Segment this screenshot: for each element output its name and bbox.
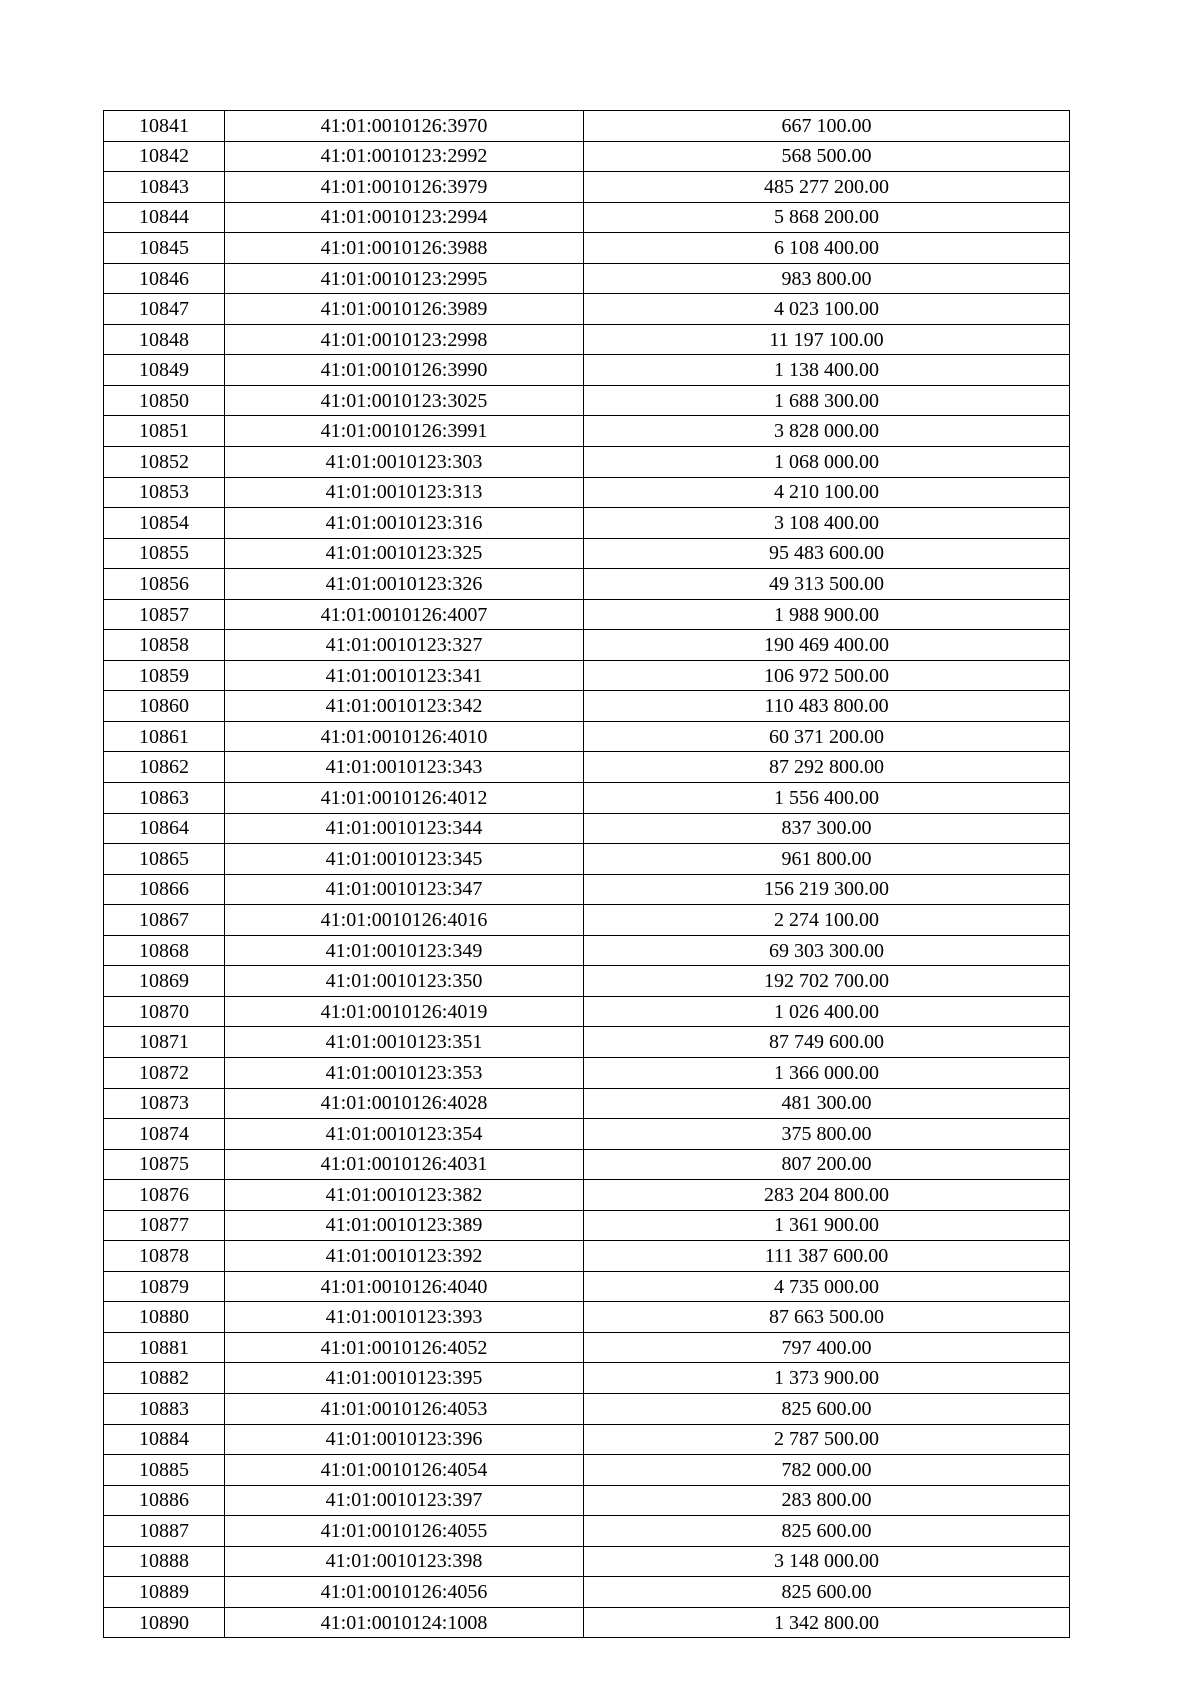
table-row <box>104 172 1070 203</box>
cadastral-number-cell: 41:01:0010123:313 <box>225 477 584 508</box>
cadastral-value-cell: 667 100.00 <box>584 111 1070 142</box>
table-row <box>104 1363 1070 1394</box>
cadastral-value-cell: 481 300.00 <box>584 1088 1070 1119</box>
table-row <box>104 1302 1070 1333</box>
cadastral-number-cell: 41:01:0010123:347 <box>225 874 584 905</box>
cadastral-number-cell: 41:01:0010126:3991 <box>225 416 584 447</box>
cadastral-number-cell: 41:01:0010123:349 <box>225 935 584 966</box>
cadastral-number-cell: 41:01:0010123:398 <box>225 1546 584 1577</box>
cadastral-number-cell: 41:01:0010123:345 <box>225 844 584 875</box>
cadastral-value-cell: 1 342 800.00 <box>584 1607 1070 1638</box>
row-number-cell: 10844 <box>104 202 225 233</box>
table-row <box>104 385 1070 416</box>
row-number-cell: 10857 <box>104 599 225 630</box>
table-row <box>104 1180 1070 1211</box>
cadastral-number-cell: 41:01:0010126:3979 <box>225 172 584 203</box>
row-number-cell: 10863 <box>104 783 225 814</box>
cadastral-value-cell: 485 277 200.00 <box>584 172 1070 203</box>
row-number-cell: 10856 <box>104 569 225 600</box>
row-number-cell: 10880 <box>104 1302 225 1333</box>
row-number-cell: 10885 <box>104 1455 225 1486</box>
row-number-cell: 10890 <box>104 1607 225 1638</box>
cadastral-value-cell: 4 023 100.00 <box>584 294 1070 325</box>
cadastral-number-cell: 41:01:0010123:353 <box>225 1057 584 1088</box>
cadastral-value-cell: 5 868 200.00 <box>584 202 1070 233</box>
row-number-cell: 10881 <box>104 1332 225 1363</box>
cadastral-value-cell: 1 556 400.00 <box>584 783 1070 814</box>
cadastral-number-cell: 41:01:0010126:3970 <box>225 111 584 142</box>
row-number-cell: 10854 <box>104 508 225 539</box>
cadastral-value-cell: 1 138 400.00 <box>584 355 1070 386</box>
row-number-cell: 10855 <box>104 538 225 569</box>
row-number-cell: 10850 <box>104 385 225 416</box>
cadastral-value-cell: 87 292 800.00 <box>584 752 1070 783</box>
row-number-cell: 10846 <box>104 263 225 294</box>
table-row <box>104 355 1070 386</box>
cadastral-number-cell: 41:01:0010123:397 <box>225 1485 584 1516</box>
row-number-cell: 10853 <box>104 477 225 508</box>
cadastral-number-cell: 41:01:0010123:393 <box>225 1302 584 1333</box>
table-row <box>104 966 1070 997</box>
cadastral-value-cell: 1 373 900.00 <box>584 1363 1070 1394</box>
cadastral-value-cell: 807 200.00 <box>584 1149 1070 1180</box>
row-number-cell: 10845 <box>104 233 225 264</box>
table-row <box>104 141 1070 172</box>
table-row <box>104 1424 1070 1455</box>
row-number-cell: 10851 <box>104 416 225 447</box>
cadastral-value-cell: 1 366 000.00 <box>584 1057 1070 1088</box>
cadastral-value-cell: 1 026 400.00 <box>584 996 1070 1027</box>
row-number-cell: 10868 <box>104 935 225 966</box>
table-row <box>104 538 1070 569</box>
row-number-cell: 10874 <box>104 1119 225 1150</box>
cadastral-value-cell: 3 108 400.00 <box>584 508 1070 539</box>
row-number-cell: 10878 <box>104 1241 225 1272</box>
cadastral-value-cell: 825 600.00 <box>584 1393 1070 1424</box>
cadastral-number-cell: 41:01:0010123:327 <box>225 630 584 661</box>
cadastral-value-cell: 110 483 800.00 <box>584 691 1070 722</box>
cadastral-value-cell: 192 702 700.00 <box>584 966 1070 997</box>
table-row <box>104 599 1070 630</box>
cadastral-value-cell: 111 387 600.00 <box>584 1241 1070 1272</box>
cadastral-value-cell: 3 828 000.00 <box>584 416 1070 447</box>
cadastral-number-cell: 41:01:0010126:4007 <box>225 599 584 630</box>
row-number-cell: 10873 <box>104 1088 225 1119</box>
row-number-cell: 10876 <box>104 1180 225 1211</box>
table-row <box>104 1332 1070 1363</box>
cadastral-value-cell: 1 361 900.00 <box>584 1210 1070 1241</box>
table-row <box>104 202 1070 233</box>
cadastral-number-cell: 41:01:0010123:344 <box>225 813 584 844</box>
table-row <box>104 1241 1070 1272</box>
table-row <box>104 447 1070 478</box>
cadastral-number-cell: 41:01:0010126:4031 <box>225 1149 584 1180</box>
cadastral-value-cell: 283 800.00 <box>584 1485 1070 1516</box>
row-number-cell: 10848 <box>104 324 225 355</box>
row-number-cell: 10887 <box>104 1516 225 1547</box>
table-row <box>104 111 1070 142</box>
cadastral-number-cell: 41:01:0010126:4053 <box>225 1393 584 1424</box>
cadastral-value-cell: 1 068 000.00 <box>584 447 1070 478</box>
cadastral-value-cell: 983 800.00 <box>584 263 1070 294</box>
cadastral-value-cell: 4 735 000.00 <box>584 1271 1070 1302</box>
table-row <box>104 569 1070 600</box>
cadastral-number-cell: 41:01:0010123:3025 <box>225 385 584 416</box>
row-number-cell: 10864 <box>104 813 225 844</box>
row-number-cell: 10867 <box>104 905 225 936</box>
table-row <box>104 263 1070 294</box>
table-row <box>104 783 1070 814</box>
row-number-cell: 10861 <box>104 721 225 752</box>
cadastral-number-cell: 41:01:0010126:4012 <box>225 783 584 814</box>
cadastral-value-cell: 837 300.00 <box>584 813 1070 844</box>
cadastral-value-cell: 2 274 100.00 <box>584 905 1070 936</box>
row-number-cell: 10862 <box>104 752 225 783</box>
cadastral-number-cell: 41:01:0010123:325 <box>225 538 584 569</box>
cadastral-value-cell: 2 787 500.00 <box>584 1424 1070 1455</box>
cadastral-value-cell: 375 800.00 <box>584 1119 1070 1150</box>
table-row <box>104 630 1070 661</box>
table-row <box>104 233 1070 264</box>
cadastral-number-cell: 41:01:0010123:2998 <box>225 324 584 355</box>
table-row <box>104 721 1070 752</box>
table-row <box>104 1057 1070 1088</box>
table-row <box>104 660 1070 691</box>
table-row <box>104 1516 1070 1547</box>
cadastral-value-table <box>103 110 1070 1638</box>
cadastral-number-cell: 41:01:0010126:4028 <box>225 1088 584 1119</box>
table-row <box>104 324 1070 355</box>
row-number-cell: 10841 <box>104 111 225 142</box>
cadastral-number-cell: 41:01:0010126:4016 <box>225 905 584 936</box>
cadastral-value-cell: 6 108 400.00 <box>584 233 1070 264</box>
row-number-cell: 10843 <box>104 172 225 203</box>
table-row <box>104 691 1070 722</box>
cadastral-value-cell: 69 303 300.00 <box>584 935 1070 966</box>
cadastral-value-cell: 87 749 600.00 <box>584 1027 1070 1058</box>
table-body <box>104 111 1070 1638</box>
table-row <box>104 1455 1070 1486</box>
table-row <box>104 1271 1070 1302</box>
row-number-cell: 10889 <box>104 1577 225 1608</box>
row-number-cell: 10847 <box>104 294 225 325</box>
cadastral-value-cell: 1 988 900.00 <box>584 599 1070 630</box>
cadastral-value-cell: 87 663 500.00 <box>584 1302 1070 1333</box>
cadastral-number-cell: 41:01:0010123:2994 <box>225 202 584 233</box>
cadastral-number-cell: 41:01:0010123:316 <box>225 508 584 539</box>
row-number-cell: 10871 <box>104 1027 225 1058</box>
cadastral-value-cell: 156 219 300.00 <box>584 874 1070 905</box>
cadastral-number-cell: 41:01:0010123:303 <box>225 447 584 478</box>
row-number-cell: 10860 <box>104 691 225 722</box>
cadastral-number-cell: 41:01:0010126:4056 <box>225 1577 584 1608</box>
cadastral-value-cell: 825 600.00 <box>584 1577 1070 1608</box>
table-row <box>104 1088 1070 1119</box>
row-number-cell: 10869 <box>104 966 225 997</box>
cadastral-value-cell: 190 469 400.00 <box>584 630 1070 661</box>
cadastral-number-cell: 41:01:0010123:382 <box>225 1180 584 1211</box>
cadastral-number-cell: 41:01:0010123:326 <box>225 569 584 600</box>
table-row <box>104 1119 1070 1150</box>
row-number-cell: 10883 <box>104 1393 225 1424</box>
table-row <box>104 416 1070 447</box>
cadastral-value-cell: 49 313 500.00 <box>584 569 1070 600</box>
row-number-cell: 10870 <box>104 996 225 1027</box>
cadastral-value-cell: 106 972 500.00 <box>584 660 1070 691</box>
table-row <box>104 1577 1070 1608</box>
cadastral-number-cell: 41:01:0010123:342 <box>225 691 584 722</box>
table-row <box>104 1149 1070 1180</box>
cadastral-number-cell: 41:01:0010126:4052 <box>225 1332 584 1363</box>
cadastral-number-cell: 41:01:0010126:4019 <box>225 996 584 1027</box>
table-row <box>104 1485 1070 1516</box>
cadastral-number-cell: 41:01:0010123:341 <box>225 660 584 691</box>
cadastral-number-cell: 41:01:0010123:392 <box>225 1241 584 1272</box>
cadastral-value-cell: 797 400.00 <box>584 1332 1070 1363</box>
table-row <box>104 1546 1070 1577</box>
cadastral-number-cell: 41:01:0010123:396 <box>225 1424 584 1455</box>
table-row <box>104 874 1070 905</box>
table-row <box>104 752 1070 783</box>
row-number-cell: 10886 <box>104 1485 225 1516</box>
row-number-cell: 10877 <box>104 1210 225 1241</box>
cadastral-number-cell: 41:01:0010126:4040 <box>225 1271 584 1302</box>
row-number-cell: 10849 <box>104 355 225 386</box>
row-number-cell: 10865 <box>104 844 225 875</box>
row-number-cell: 10852 <box>104 447 225 478</box>
cadastral-number-cell: 41:01:0010126:4055 <box>225 1516 584 1547</box>
cadastral-number-cell: 41:01:0010123:395 <box>225 1363 584 1394</box>
cadastral-value-cell: 568 500.00 <box>584 141 1070 172</box>
table-row <box>104 1210 1070 1241</box>
cadastral-value-cell: 782 000.00 <box>584 1455 1070 1486</box>
cadastral-number-cell: 41:01:0010123:351 <box>225 1027 584 1058</box>
row-number-cell: 10858 <box>104 630 225 661</box>
cadastral-number-cell: 41:01:0010123:343 <box>225 752 584 783</box>
cadastral-number-cell: 41:01:0010123:354 <box>225 1119 584 1150</box>
cadastral-number-cell: 41:01:0010126:3988 <box>225 233 584 264</box>
cadastral-value-cell: 95 483 600.00 <box>584 538 1070 569</box>
table-row <box>104 477 1070 508</box>
cadastral-number-cell: 41:01:0010123:2992 <box>225 141 584 172</box>
table-row <box>104 996 1070 1027</box>
cadastral-value-cell: 283 204 800.00 <box>584 1180 1070 1211</box>
cadastral-number-cell: 41:01:0010124:1008 <box>225 1607 584 1638</box>
cadastral-value-cell: 825 600.00 <box>584 1516 1070 1547</box>
cadastral-value-cell: 4 210 100.00 <box>584 477 1070 508</box>
table-row <box>104 1393 1070 1424</box>
row-number-cell: 10866 <box>104 874 225 905</box>
cadastral-value-cell: 60 371 200.00 <box>584 721 1070 752</box>
table-row <box>104 844 1070 875</box>
cadastral-value-cell: 961 800.00 <box>584 844 1070 875</box>
table-row <box>104 294 1070 325</box>
row-number-cell: 10884 <box>104 1424 225 1455</box>
row-number-cell: 10872 <box>104 1057 225 1088</box>
row-number-cell: 10882 <box>104 1363 225 1394</box>
table-row <box>104 813 1070 844</box>
table-row <box>104 1607 1070 1638</box>
cadastral-number-cell: 41:01:0010126:3989 <box>225 294 584 325</box>
table-row <box>104 935 1070 966</box>
cadastral-value-cell: 1 688 300.00 <box>584 385 1070 416</box>
row-number-cell: 10875 <box>104 1149 225 1180</box>
row-number-cell: 10859 <box>104 660 225 691</box>
cadastral-value-cell: 3 148 000.00 <box>584 1546 1070 1577</box>
cadastral-number-cell: 41:01:0010126:3990 <box>225 355 584 386</box>
table-row <box>104 508 1070 539</box>
row-number-cell: 10888 <box>104 1546 225 1577</box>
cadastral-number-cell: 41:01:0010123:2995 <box>225 263 584 294</box>
table-row <box>104 905 1070 936</box>
row-number-cell: 10879 <box>104 1271 225 1302</box>
cadastral-value-cell: 11 197 100.00 <box>584 324 1070 355</box>
cadastral-number-cell: 41:01:0010123:389 <box>225 1210 584 1241</box>
cadastral-number-cell: 41:01:0010126:4054 <box>225 1455 584 1486</box>
cadastral-number-cell: 41:01:0010126:4010 <box>225 721 584 752</box>
row-number-cell: 10842 <box>104 141 225 172</box>
cadastral-number-cell: 41:01:0010123:350 <box>225 966 584 997</box>
table-row <box>104 1027 1070 1058</box>
